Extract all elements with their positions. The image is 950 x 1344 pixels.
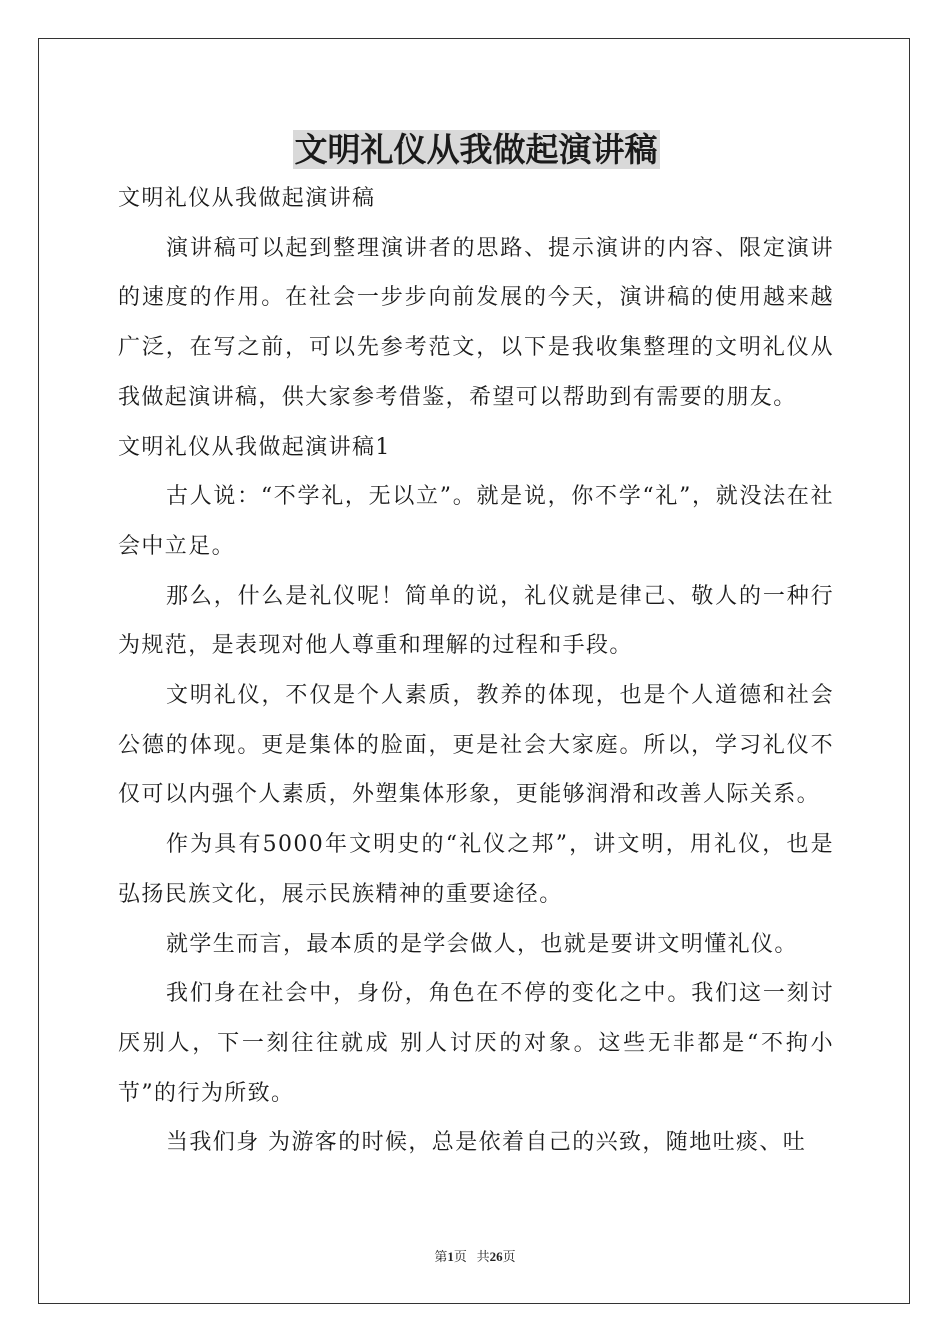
subtitle-paragraph: 文明礼仪从我做起演讲稿 (118, 186, 376, 211)
footer-prefix: 第 (434, 1249, 448, 1264)
body-paragraph: 古人说：“不学礼，无以立”。就是说，你不学“礼”，就没法在社会中立足。 (118, 484, 834, 559)
document-body (118, 174, 834, 1168)
body-paragraph: 当我们身 为游客的时候，总是依着自己的兴致，随地吐痰、吐 (166, 1130, 807, 1156)
body-paragraph: 就学生而言，最本质的是学会做人，也就是要讲文明懂礼仪。 (166, 931, 798, 957)
body-paragraph: 演讲稿可以起到整理演讲者的思路、提示演讲的内容、限定演讲的速度的作用。在社会一步步向前发展的今天，演讲稿的使用越来越广泛，在写之前，可以先参考范文，以下是我收集整理的文明礼仪从我做起演讲稿，供大家参考借鉴，希望可以帮助到有需要的朋友。 (118, 235, 834, 410)
body-paragraph: 那么，什么是礼仪呢！简单的说，礼仪就是律己、敬人的一种行为规范，是表现对他人尊重和理解的过程和手段。 (118, 583, 834, 659)
footer-total-suffix: 页 (502, 1249, 516, 1264)
footer-current-page: 1 (447, 1249, 454, 1264)
page-footer (0, 1246, 950, 1265)
body-paragraph: 作为具有5000年文明史的“礼仪之邦”，讲文明，用礼仪，也是弘扬民族文化，展示民族精神的重要途径。 (118, 832, 834, 907)
section-heading: 文明礼仪从我做起演讲稿1 (118, 434, 391, 460)
body-paragraph: 我们身在社会中，身份，角色在不停的变化之中。我们这一刻讨厌别人，下一刻往往就成 别人讨厌的对象。这些无非都是“不拘小节”的行为所致。 (118, 981, 834, 1106)
body-paragraph: 文明礼仪，不仅是个人素质，教养的体现，也是个人道德和社会公德的体现。更是集体的脸面，更是社会大家庭。所以，学习礼仪不仅可以内强个人素质，外塑集体形象，更能够润滑和改善人际关系。 (118, 683, 834, 808)
footer-total-prefix: 共 (476, 1249, 490, 1264)
footer-total-pages: 26 (489, 1249, 503, 1264)
footer-page-suffix: 页 (453, 1249, 467, 1264)
document-title-text: 文明礼仪从我做起演讲稿 (294, 130, 658, 169)
document-title (118, 126, 834, 174)
